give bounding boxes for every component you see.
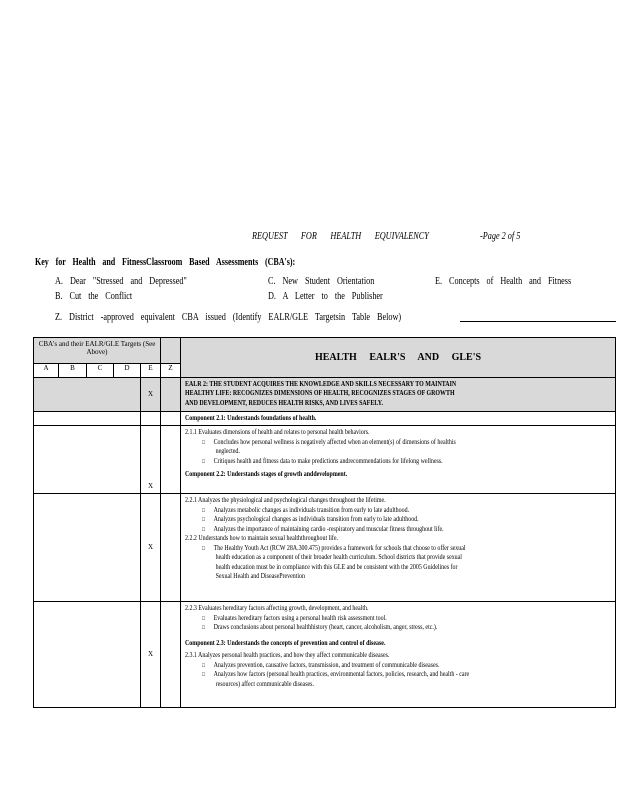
ealr-table [33, 337, 616, 708]
component-2-2: Component 2.2: Understands stages of growth anddevelopment. [185, 470, 348, 479]
option-a: A. Dear "Stressed and Depressed" [55, 276, 187, 287]
cba-header: CBA's and their EALR/GLE Targets (See Above) [34, 338, 161, 364]
gle-2-2-1: 2.2.1 Analyzes the physiological and psychological changes throughout the lifetime. □ Analyzes metabolic changes as individuals transition from early to late adulthood. □ Analyzes psychological changes as individuals transition from early to late adulthood. □ Analyzes the importance of maintaining cardio -respiratory and muscular fitness throughout life. 2.2.2 Understands how to maintain sexual healththroughout life. □ The Healthy Youth Act (RCW 28A.300.475) provides a framework for schools that choose to offer sexual health education as a component of their broader health curriculum. School districts that provide sexual health education must be in compliance with this GLE and be consistent with the 2005 Guidelines for Sexual Health and DiseasePrevention [181, 494, 616, 602]
page-number: -Page 2 of 5 [480, 231, 521, 242]
col-c: C [87, 364, 114, 378]
component-2-1: Component 2.1: Understands foundations of health. [181, 412, 616, 426]
col-d: D [114, 364, 141, 378]
gle-2-2-3: 2.2.3 Evaluates hereditary factors affecting growth, development, and health. □ Evaluates hereditary factors using a personal health risk assessment tool. □ Draws conclusions about personal healthhistory (heart, cancer, alcoholism, anger, stress, etc.). Component 2.3: Understands the concepts of prevention and control of disease. 2.3.1 Analyzes personal health practices, and how they affect communicable diseases. □ Analyzes prevention, causative factors, transmission, and treatment of communicable diseases. □ Analyzes how factors (personal health practices, environmental factors, policies, research, and health - care resources) affect communicable diseases. [181, 602, 616, 708]
option-d: D. A Letter to the Publisher [268, 291, 383, 302]
col-e: E [141, 364, 161, 378]
gle-2-1-1: 2.1.1 Evaluates dimensions of health and relates to personal health behaviors. □ Concludes how personal wellness is negatively affected when an element(s) of dimensions of healthis neglected. □ Critiques health and fitness data to make predictions andrecommendations for lifelong wellness. Component 2.2: Understands stages of growth anddevelopment. [181, 426, 616, 494]
row-mark: X [141, 494, 161, 602]
key-line: Key for Health and FitnessClassroom Based Assessments (CBA's): [35, 257, 296, 268]
fill-in-line[interactable] [460, 321, 616, 322]
option-e: E. Concepts of Health and Fitness [435, 276, 572, 287]
gle-2-3-1: 2.3.1 Analyzes personal health practices, and how they affect communicable diseases. [185, 651, 390, 660]
option-b: B. Cut the Conflict [55, 291, 133, 302]
col-b: B [59, 364, 87, 378]
gle-2-2-2: 2.2.2 Understands how to maintain sexual healththroughout life. [185, 534, 339, 543]
option-z: Z. District -approved equivalent CBA issued (Identify EALR/GLE Targetsin Table Below) [55, 312, 402, 323]
row-mark: X [141, 378, 161, 412]
document-title: REQUEST FOR HEALTH EQUIVALENCY [252, 231, 429, 242]
col-z: Z [161, 364, 181, 378]
col-a: A [34, 364, 59, 378]
row-mark: X [141, 426, 161, 494]
component-2-3: Component 2.3: Understands the concepts of prevention and control of disease. [185, 638, 386, 647]
row-mark: X [141, 602, 161, 708]
option-c: C. New Student Orientation [268, 276, 375, 287]
health-header: HEALTH EALR'S AND GLE'S [314, 351, 482, 363]
ealr-statement: EALR 2: THE STUDENT ACQUIRES THE KNOWLEDGE AND SKILLS NECESSARY TO MAINTAIN HEALTHY LIFE: RECOGNIZES DIMENSIONS OF HEALTH, RECOGNIZES STAGES OF GROWTH AND DEVELOPMENT, REDUCES HEALTH RISKS, AND LIVES SAFELY. [181, 378, 616, 412]
